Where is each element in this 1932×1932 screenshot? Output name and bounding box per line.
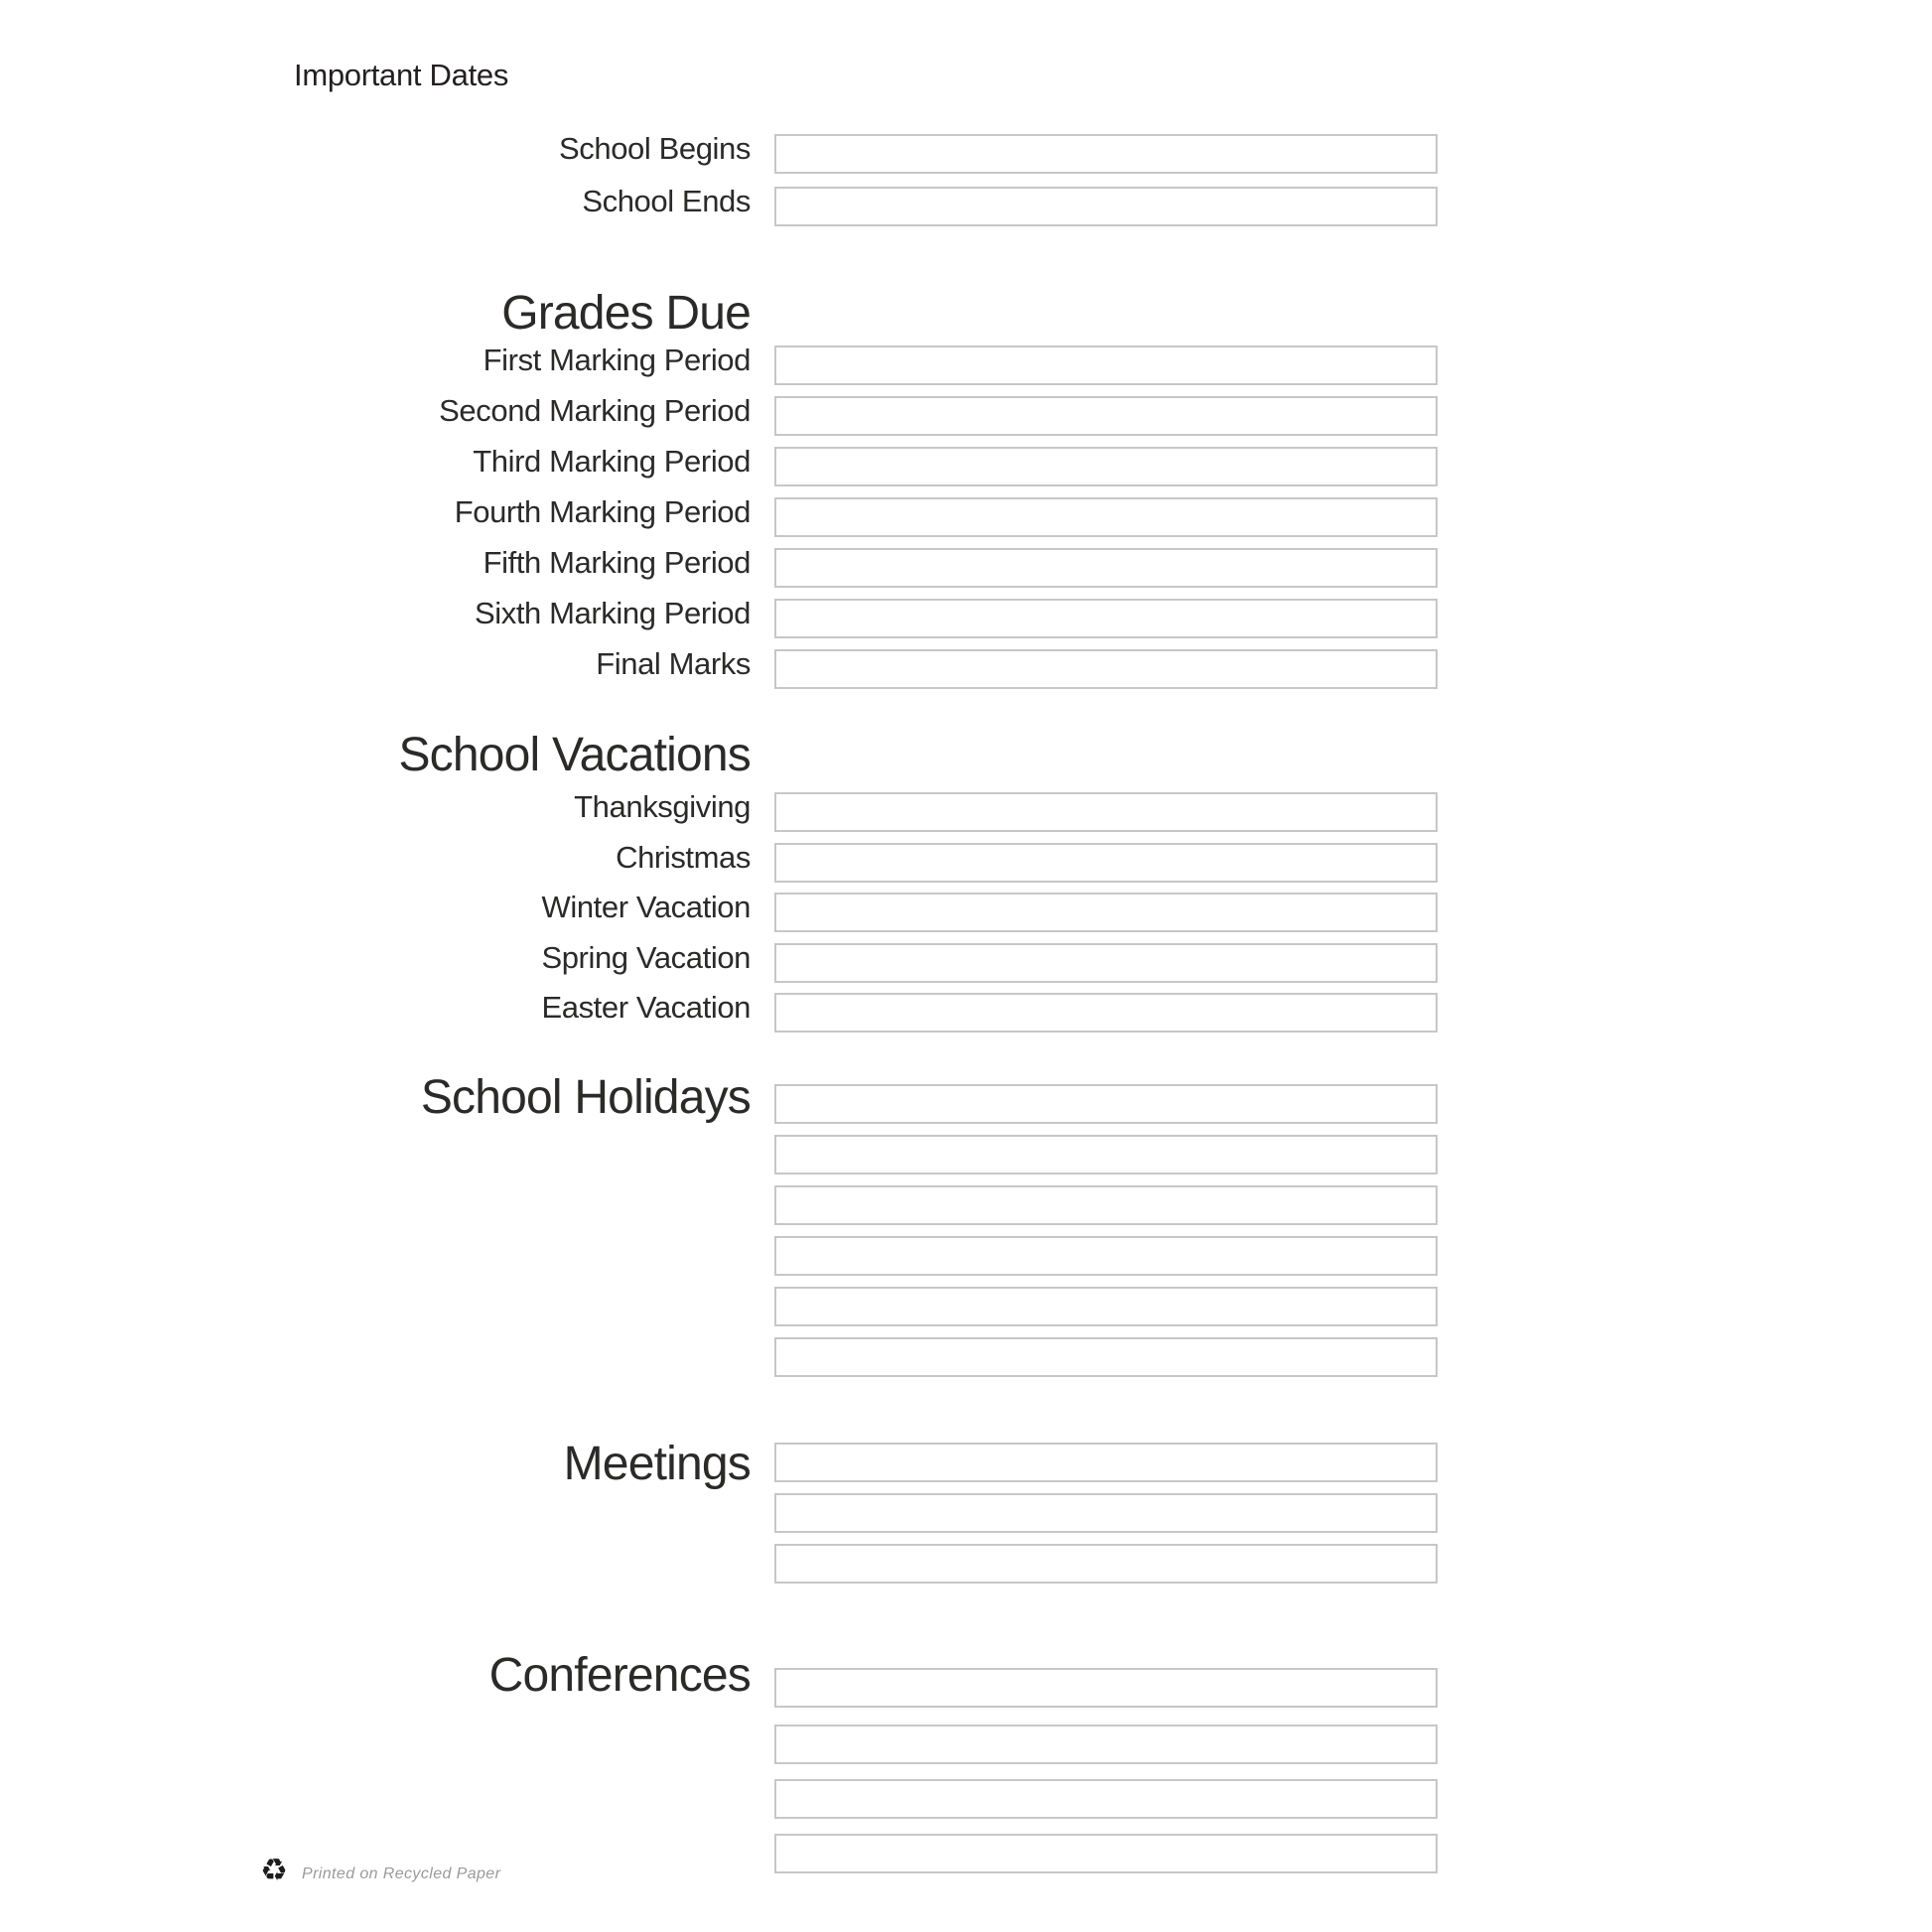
- section-heading-school-holidays: School Holidays: [420, 1071, 751, 1124]
- school-ends-input[interactable]: [774, 187, 1438, 226]
- school-begins-input[interactable]: [774, 134, 1438, 174]
- field-label-fifth-marking-period: Fifth Marking Period: [483, 545, 751, 580]
- conferences-input-3[interactable]: [774, 1779, 1438, 1819]
- section-heading-school-vacations: School Vacations: [398, 729, 751, 781]
- field-label-school-begins: School Begins: [559, 131, 751, 166]
- school-holidays-input-5[interactable]: [774, 1287, 1438, 1326]
- field-label-first-marking-period: First Marking Period: [483, 343, 751, 377]
- field-label-school-ends: School Ends: [582, 184, 751, 218]
- winter-vacation-input[interactable]: [774, 893, 1438, 932]
- footer-text: Printed on Recycled Paper: [302, 1865, 501, 1882]
- section-heading-meetings: Meetings: [563, 1438, 751, 1490]
- school-holidays-input-3[interactable]: [774, 1185, 1438, 1225]
- thanksgiving-input[interactable]: [774, 792, 1438, 832]
- field-label-spring-vacation: Spring Vacation: [541, 940, 751, 975]
- section-heading-conferences: Conferences: [488, 1649, 751, 1702]
- conferences-input-1[interactable]: [774, 1668, 1438, 1708]
- field-label-fourth-marking-period: Fourth Marking Period: [454, 494, 751, 529]
- field-label-sixth-marking-period: Sixth Marking Period: [474, 596, 751, 630]
- fourth-marking-period-input[interactable]: [774, 497, 1438, 537]
- school-holidays-input-6[interactable]: [774, 1337, 1438, 1377]
- spring-vacation-input[interactable]: [774, 943, 1438, 983]
- page-title: Important Dates: [294, 58, 509, 92]
- field-label-thanksgiving: Thanksgiving: [574, 789, 751, 824]
- easter-vacation-input[interactable]: [774, 993, 1438, 1033]
- conferences-input-2[interactable]: [774, 1725, 1438, 1764]
- first-marking-period-input[interactable]: [774, 345, 1438, 385]
- school-holidays-input-1[interactable]: [774, 1084, 1438, 1124]
- field-label-winter-vacation: Winter Vacation: [541, 890, 751, 924]
- third-marking-period-input[interactable]: [774, 447, 1438, 486]
- sixth-marking-period-input[interactable]: [774, 599, 1438, 638]
- fifth-marking-period-input[interactable]: [774, 548, 1438, 588]
- meetings-input-1[interactable]: [774, 1443, 1438, 1482]
- field-label-easter-vacation: Easter Vacation: [541, 990, 751, 1025]
- christmas-input[interactable]: [774, 843, 1438, 883]
- field-label-christmas: Christmas: [616, 840, 751, 875]
- meetings-input-2[interactable]: [774, 1493, 1438, 1533]
- final-marks-input[interactable]: [774, 649, 1438, 689]
- recycle-icon: ♻: [260, 1853, 288, 1888]
- school-holidays-input-4[interactable]: [774, 1236, 1438, 1276]
- field-label-final-marks: Final Marks: [596, 646, 751, 681]
- school-holidays-input-2[interactable]: [774, 1135, 1438, 1174]
- conferences-input-4[interactable]: [774, 1834, 1438, 1873]
- field-label-third-marking-period: Third Marking Period: [473, 444, 751, 479]
- section-heading-grades-due: Grades Due: [501, 287, 751, 340]
- second-marking-period-input[interactable]: [774, 396, 1438, 436]
- meetings-input-3[interactable]: [774, 1544, 1438, 1584]
- field-label-second-marking-period: Second Marking Period: [439, 393, 751, 428]
